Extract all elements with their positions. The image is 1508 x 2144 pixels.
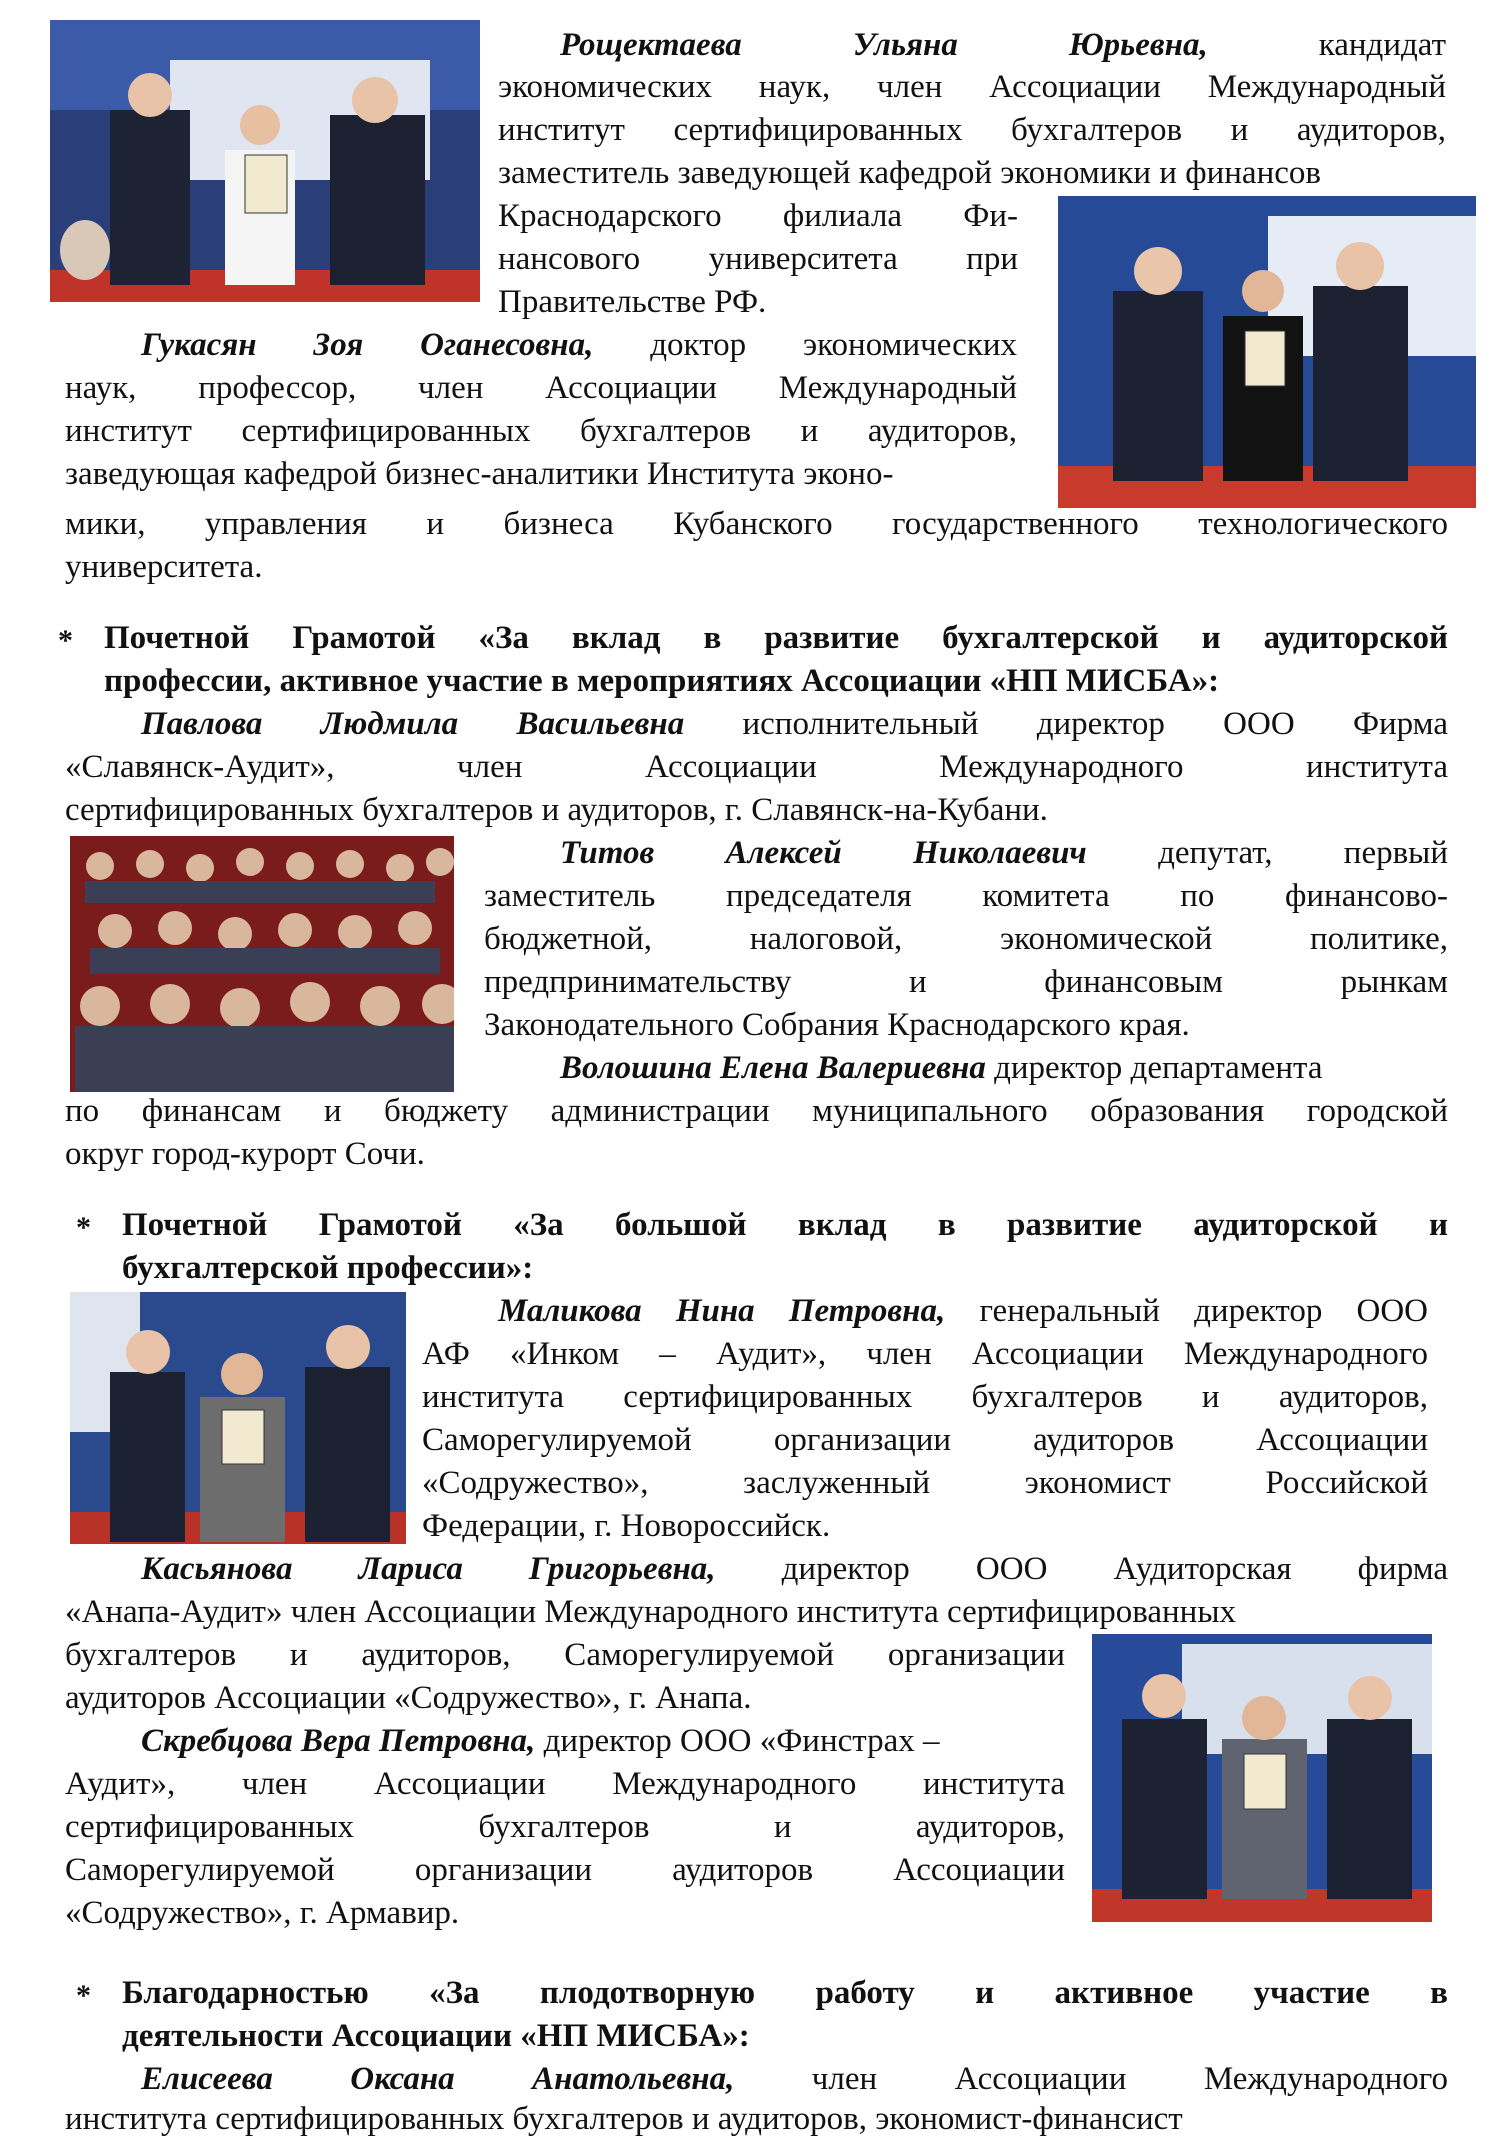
s3-p1-line1 [422,1290,1428,1333]
text: исполнительный директор ООО Фирма [684,706,1448,742]
s2-p2-line1 [484,832,1448,875]
person-name: Гукасян Зоя Оганесовна, [141,327,594,363]
bullet-icon: * [76,1979,91,2012]
text: доктор экономических [593,327,1018,363]
s2-p2-line5: Законодательного Собрания Краснодарского края. [484,1007,1190,1043]
s3-heading-line2: бухгалтерской профессии»: [122,1250,534,1286]
award-photo-4 [1092,1634,1432,1922]
person-name: Титов Алексей Николаевич [560,835,1087,871]
s1-p1-line6: нансового университета при [498,241,1018,277]
person-name: Рощектаева Ульяна Юрьевна, [560,27,1208,63]
s3-p1-line6: Федерации, г. Новороссийск. [422,1508,831,1544]
person-name: Скребцова Вера Петровна, [141,1723,536,1759]
award-photo-3 [70,1292,406,1544]
s3-p3-line5: «Содружество», г. Армавир. [65,1895,460,1931]
s3-heading-line1: Почетной Грамотой «За большой вклад в развитие аудиторской и [122,1207,1448,1243]
s4-p1-line1 [65,2058,1448,2101]
person-name: Касьянова Лариса Григорьевна, [141,1551,716,1587]
s3-p3-line2: Аудит», член Ассоциации Международного института [65,1766,1065,1802]
s1-p2-line4: заведующая кафедрой бизнес-аналитики Института эконо- [65,456,894,492]
s1-p2-line5: мики, управления и бизнеса Кубанского государственного технологического [65,506,1448,542]
s3-p2-line3: бухгалтеров и аудиторов, Саморегулируемой организации [65,1637,1065,1673]
s3-p1-line3: института сертифицированных бухгалтеров и аудиторов, [422,1379,1428,1415]
s2-p3-line1 [484,1047,1322,1090]
bullet-icon: * [58,624,73,657]
s1-p2-line2: наук, профессор, член Ассоциации Международный [65,370,1017,406]
s4-heading-line2: деятельности Ассоциации «НП МИСБА»: [122,2018,750,2054]
s3-p3-line3: сертифицированных бухгалтеров и аудиторов, [65,1809,1065,1845]
person-name: Павлова Людмила Васильевна [141,706,685,742]
s1-p1-line3: институт сертифицированных бухгалтеров и аудиторов, [498,112,1446,148]
s2-heading-line1: Почетной Грамотой «За вклад в развитие бухгалтерской и аудиторской [104,620,1448,656]
s1-p1-line2: экономических наук, член Ассоциации Международный [498,69,1446,105]
text: директор ООО «Финстрах – [535,1723,940,1759]
person-name: Елисеева Оксана Анатольевна, [141,2061,735,2097]
text: кандидат [1207,27,1447,63]
s1-p2-line1 [65,324,1017,367]
person-name: Волошина Елена Валериевна [560,1050,986,1086]
s3-p1-line5: «Содружество», заслуженный экономист Российской [422,1465,1428,1501]
s1-p2-line3: институт сертифицированных бухгалтеров и аудиторов, [65,413,1017,449]
s1-p1-line5: Краснодарского филиала Фи- [498,198,1018,234]
audience-photo [70,836,454,1092]
text: член Ассоциации Международного [734,2061,1448,2097]
text: депутат, первый [1086,835,1449,871]
s2-p3-line3: округ город-курорт Сочи. [65,1136,425,1172]
s1-p2-line6: университета. [65,549,263,585]
s3-p1-line4: Саморегулируемой организации аудиторов Ассоциации [422,1422,1428,1458]
s2-heading-line2: профессии, активное участие в мероприятиях Ассоциации «НП МИСБА»: [104,663,1220,699]
s2-p2-line3: бюджетной, налоговой, экономической политике, [484,921,1448,957]
s3-p3-line1 [65,1720,940,1763]
s2-p1-line1 [65,703,1448,746]
s3-p2-line2: «Анапа-Аудит» член Ассоциации Международного института сертифицированных [65,1594,1237,1630]
s4-p1-line2: института сертифицированных бухгалтеров и аудиторов, экономист-финансист [65,2101,1183,2137]
s2-p2-line2: заместитель председателя комитета по финансово- [484,878,1448,914]
bullet-icon: * [76,1211,91,1244]
s3-p2-line1 [65,1548,1448,1591]
award-photo-2 [1058,196,1476,508]
text: директор ООО Аудиторская фирма [715,1551,1449,1587]
s2-p1-line2: «Славянск-Аудит», член Ассоциации Международного института [65,749,1448,785]
text: директор департамента [985,1050,1323,1086]
text: генеральный директор ООО [945,1293,1428,1329]
s2-p1-line3: сертифицированных бухгалтеров и аудиторов, г. Славянск-на-Кубани. [65,792,1048,828]
award-photo-1 [50,20,480,302]
person-name: Маликова Нина Петровна, [498,1293,946,1329]
s3-p1-line2: АФ «Инком – Аудит», член Ассоциации Международного [422,1336,1428,1372]
s2-p3-line2: по финансам и бюджету администрации муниципального образования городской [65,1093,1448,1129]
s3-p2-line4: аудиторов Ассоциации «Содружество», г. Анапа. [65,1680,752,1716]
s2-p2-line4: предпринимательству и финансовым рынкам [484,964,1448,1000]
s1-p1-line7: Правительстве РФ. [498,284,767,320]
s3-p3-line4: Саморегулируемой организации аудиторов Ассоциации [65,1852,1065,1888]
s1-p1-line4: заместитель заведующей кафедрой экономики и финансов [498,155,1321,191]
s1-p1-line1 [498,24,1446,67]
s4-heading-line1: Благодарностью «За плодотворную работу и активное участие в [122,1975,1448,2011]
